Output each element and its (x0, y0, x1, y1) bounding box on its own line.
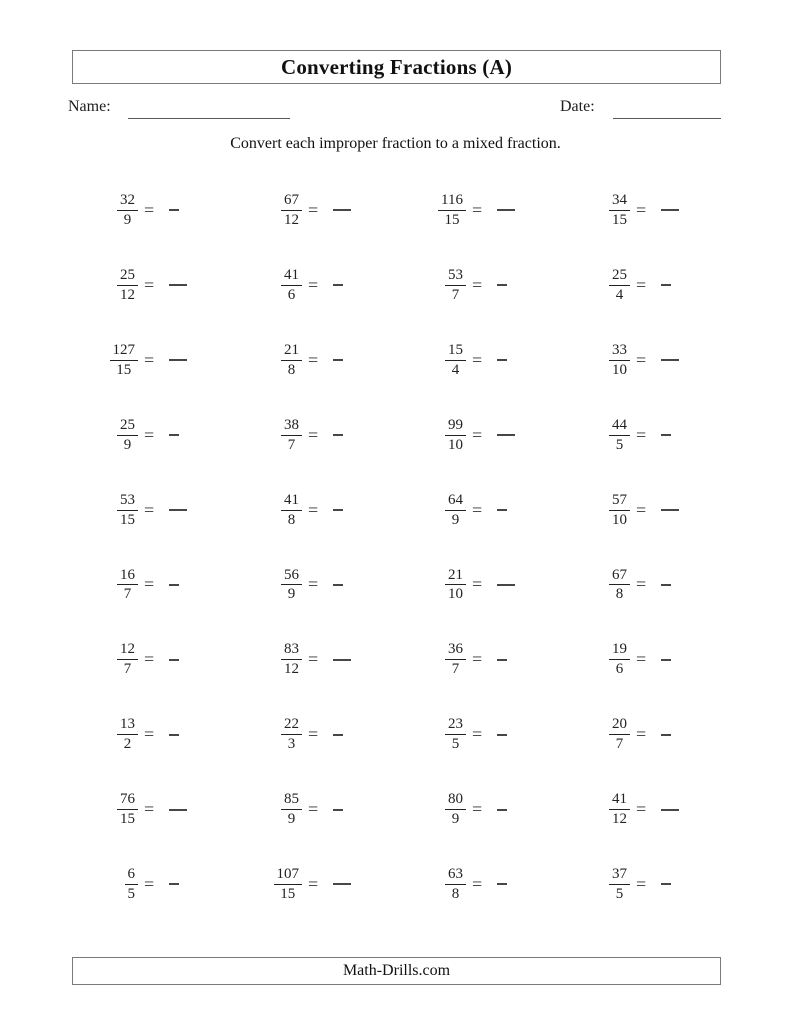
numerator: 57 (609, 492, 630, 511)
denominator: 7 (123, 586, 132, 603)
instruction-text: Convert each improper fraction to a mixed fraction. (230, 135, 561, 152)
equals-sign: = (636, 649, 647, 670)
denominator: 12 (612, 811, 627, 828)
answer-blank (333, 209, 351, 211)
improper-fraction (572, 716, 630, 753)
answer-blank-area (661, 883, 701, 885)
answer-blank-area (497, 659, 537, 661)
equals-sign: = (144, 274, 155, 295)
answer-blank-area (497, 734, 537, 736)
footer-text: Math-Drills.com (342, 962, 451, 979)
problem-cell (408, 622, 572, 697)
answer-blank-area (169, 509, 209, 511)
denominator: 4 (615, 286, 624, 303)
date-label: Date: (560, 98, 595, 115)
equals-sign: = (636, 349, 647, 370)
improper-fraction (408, 492, 466, 529)
numerator: 36 (445, 641, 466, 660)
problem-cell (408, 173, 572, 248)
answer-blank (169, 284, 187, 286)
numerator: 37 (609, 866, 630, 885)
denominator: 15 (612, 211, 627, 228)
name-blank-line (128, 118, 290, 119)
equals-sign: = (144, 724, 155, 745)
answer-blank (661, 509, 679, 511)
problem-cell (572, 473, 736, 548)
denominator: 9 (287, 586, 296, 603)
problem-cell (572, 772, 736, 847)
denominator: 9 (287, 811, 296, 828)
answer-blank-area (169, 359, 209, 361)
improper-fraction (408, 791, 466, 828)
numerator: 99 (445, 417, 466, 436)
denominator: 7 (451, 286, 460, 303)
numerator: 25 (117, 267, 138, 286)
equals-sign: = (472, 873, 483, 894)
denominator: 6 (615, 661, 624, 678)
equals-sign: = (308, 424, 319, 445)
problem-cell (408, 772, 572, 847)
problem-cell (80, 847, 244, 922)
title-box (72, 50, 721, 84)
answer-blank-area (497, 584, 537, 586)
problem-cell (408, 323, 572, 398)
numerator: 41 (281, 492, 302, 511)
denominator: 15 (116, 361, 132, 378)
equals-sign: = (308, 274, 319, 295)
name-label: Name: (68, 98, 111, 115)
equals-sign: = (636, 873, 647, 894)
answer-blank-area (661, 659, 701, 661)
problem-cell (244, 398, 408, 473)
answer-blank-area (497, 209, 537, 211)
problem-cell (408, 697, 572, 772)
answer-blank (661, 209, 679, 211)
improper-fraction (244, 567, 302, 604)
answer-blank (661, 434, 671, 436)
answer-blank (497, 509, 507, 511)
equals-sign: = (144, 799, 155, 820)
answer-blank (497, 659, 507, 661)
problems-grid (80, 173, 736, 922)
date-blank-line (613, 118, 721, 119)
equals-sign: = (308, 649, 319, 670)
problem-cell (80, 248, 244, 323)
problem-cell (244, 622, 408, 697)
answer-blank-area (497, 883, 537, 885)
answer-blank (661, 284, 671, 286)
improper-fraction (244, 417, 302, 454)
answer-blank-area (497, 809, 537, 811)
denominator: 8 (287, 361, 296, 378)
answer-blank-area (497, 359, 537, 361)
improper-fraction (244, 492, 302, 529)
numerator: 21 (445, 567, 466, 586)
problem-cell (80, 547, 244, 622)
denominator: 2 (123, 736, 132, 753)
problem-cell (244, 847, 408, 922)
answer-blank (497, 434, 515, 436)
answer-blank (169, 434, 179, 436)
denominator: 6 (287, 286, 296, 303)
problem-cell (572, 697, 736, 772)
numerator: 25 (609, 267, 630, 286)
answer-blank (333, 584, 343, 586)
numerator: 83 (281, 641, 302, 660)
denominator: 10 (448, 436, 463, 453)
problem-cell (80, 398, 244, 473)
improper-fraction (408, 417, 466, 454)
answer-blank-area (497, 284, 537, 286)
numerator: 64 (445, 492, 466, 511)
answer-blank (661, 359, 679, 361)
numerator: 56 (281, 567, 302, 586)
denominator: 15 (120, 511, 135, 528)
improper-fraction (80, 567, 138, 604)
denominator: 9 (451, 811, 460, 828)
numerator: 34 (609, 192, 630, 211)
problem-cell (572, 622, 736, 697)
equals-sign: = (636, 799, 647, 820)
equals-sign: = (144, 424, 155, 445)
improper-fraction (408, 866, 466, 903)
numerator: 76 (117, 791, 138, 810)
equals-sign: = (144, 649, 155, 670)
improper-fraction (408, 716, 466, 753)
answer-blank (333, 284, 343, 286)
denominator: 8 (451, 885, 460, 902)
answer-blank-area (661, 209, 701, 211)
answer-blank-area (169, 209, 209, 211)
improper-fraction (408, 567, 466, 604)
answer-blank (497, 359, 507, 361)
problem-cell (408, 847, 572, 922)
answer-blank (661, 584, 671, 586)
improper-fraction (572, 192, 630, 229)
equals-sign: = (472, 649, 483, 670)
improper-fraction (572, 567, 630, 604)
numerator: 25 (117, 417, 138, 436)
problem-cell (408, 473, 572, 548)
denominator: 7 (287, 436, 296, 453)
equals-sign: = (308, 199, 319, 220)
equals-sign: = (308, 799, 319, 820)
numerator: 63 (445, 866, 466, 885)
answer-blank-area (333, 883, 373, 885)
improper-fraction (572, 342, 630, 379)
answer-blank-area (661, 584, 701, 586)
answer-blank (497, 584, 515, 586)
answer-blank (497, 209, 515, 211)
answer-blank-area (169, 659, 209, 661)
problem-cell (244, 772, 408, 847)
denominator: 7 (451, 661, 460, 678)
problem-cell (244, 697, 408, 772)
problem-cell (244, 248, 408, 323)
equals-sign: = (308, 349, 319, 370)
answer-blank-area (333, 809, 373, 811)
improper-fraction (244, 641, 302, 678)
answer-blank (333, 434, 343, 436)
answer-blank-area (333, 284, 373, 286)
improper-fraction (244, 342, 302, 379)
numerator: 12 (117, 641, 138, 660)
equals-sign: = (472, 724, 483, 745)
improper-fraction (80, 417, 138, 454)
name-date-row (68, 96, 723, 122)
denominator: 7 (615, 736, 624, 753)
problem-cell (572, 173, 736, 248)
answer-blank-area (661, 359, 701, 361)
equals-sign: = (472, 424, 483, 445)
equals-sign: = (636, 724, 647, 745)
numerator: 41 (609, 791, 630, 810)
improper-fraction (408, 267, 466, 304)
denominator: 8 (287, 511, 296, 528)
denominator: 10 (448, 586, 463, 603)
problem-cell (572, 398, 736, 473)
answer-blank (497, 284, 507, 286)
answer-blank-area (661, 734, 701, 736)
numerator: 44 (609, 417, 630, 436)
equals-sign: = (144, 499, 155, 520)
improper-fraction (572, 791, 630, 828)
denominator: 12 (120, 286, 135, 303)
equals-sign: = (636, 199, 647, 220)
problem-cell (572, 323, 736, 398)
answer-blank-area (333, 734, 373, 736)
answer-blank (333, 509, 343, 511)
denominator: 5 (615, 885, 624, 902)
page-title: Converting Fractions (A) (280, 54, 513, 79)
numerator: 15 (445, 342, 466, 361)
denominator: 5 (127, 885, 135, 902)
answer-blank (333, 359, 343, 361)
denominator: 7 (123, 661, 132, 678)
improper-fraction (572, 267, 630, 304)
equals-sign: = (472, 799, 483, 820)
numerator: 107 (274, 866, 303, 885)
numerator: 21 (281, 342, 302, 361)
answer-blank-area (169, 284, 209, 286)
answer-blank (333, 734, 343, 736)
equals-sign: = (472, 349, 483, 370)
equals-sign: = (636, 424, 647, 445)
equals-sign: = (472, 574, 483, 595)
numerator: 16 (117, 567, 138, 586)
answer-blank (169, 734, 179, 736)
numerator: 85 (281, 791, 302, 810)
equals-sign: = (144, 199, 155, 220)
answer-blank-area (661, 434, 701, 436)
problem-cell (572, 248, 736, 323)
answer-blank-area (169, 809, 209, 811)
problem-cell (80, 473, 244, 548)
numerator: 13 (117, 716, 138, 735)
problem-cell (80, 622, 244, 697)
problem-cell (572, 547, 736, 622)
equals-sign: = (472, 199, 483, 220)
numerator: 67 (281, 192, 302, 211)
numerator: 116 (438, 192, 466, 211)
numerator: 53 (445, 267, 466, 286)
problem-cell (408, 248, 572, 323)
denominator: 9 (451, 511, 460, 528)
denominator: 4 (451, 361, 460, 378)
answer-blank (497, 809, 507, 811)
equals-sign: = (308, 724, 319, 745)
answer-blank (333, 809, 343, 811)
improper-fraction (80, 492, 138, 529)
answer-blank-area (661, 809, 701, 811)
numerator: 53 (117, 492, 138, 511)
answer-blank-area (333, 659, 373, 661)
improper-fraction (80, 866, 138, 903)
improper-fraction (80, 267, 138, 304)
numerator: 23 (445, 716, 466, 735)
numerator: 6 (125, 866, 139, 885)
denominator: 3 (287, 736, 296, 753)
equals-sign: = (636, 574, 647, 595)
problem-cell (244, 173, 408, 248)
denominator: 5 (451, 736, 460, 753)
problem-cell (244, 547, 408, 622)
answer-blank-area (661, 284, 701, 286)
problem-cell (572, 847, 736, 922)
equals-sign: = (144, 349, 155, 370)
denominator: 15 (120, 811, 135, 828)
numerator: 38 (281, 417, 302, 436)
denominator: 5 (615, 436, 624, 453)
answer-blank-area (497, 509, 537, 511)
answer-blank (169, 584, 179, 586)
answer-blank (333, 659, 351, 661)
improper-fraction (244, 791, 302, 828)
answer-blank (169, 883, 179, 885)
problem-cell (408, 398, 572, 473)
answer-blank-area (169, 434, 209, 436)
answer-blank-area (333, 359, 373, 361)
problem-cell (80, 323, 244, 398)
answer-blank-area (333, 209, 373, 211)
equals-sign: = (472, 499, 483, 520)
improper-fraction (572, 492, 630, 529)
denominator: 15 (280, 885, 296, 902)
improper-fraction (408, 342, 466, 379)
problem-cell (244, 473, 408, 548)
answer-blank-area (169, 883, 209, 885)
improper-fraction (408, 641, 466, 678)
equals-sign: = (636, 499, 647, 520)
equals-sign: = (308, 499, 319, 520)
answer-blank-area (169, 734, 209, 736)
equals-sign: = (308, 574, 319, 595)
numerator: 20 (609, 716, 630, 735)
equals-sign: = (472, 274, 483, 295)
answer-blank (169, 809, 187, 811)
answer-blank-area (333, 509, 373, 511)
denominator: 10 (612, 361, 627, 378)
equals-sign: = (144, 873, 155, 894)
numerator: 32 (117, 192, 138, 211)
improper-fraction (80, 791, 138, 828)
equals-sign: = (636, 274, 647, 295)
answer-blank (169, 209, 179, 211)
answer-blank-area (333, 434, 373, 436)
numerator: 33 (609, 342, 630, 361)
answer-blank-area (661, 509, 701, 511)
problem-cell (408, 547, 572, 622)
improper-fraction (244, 192, 302, 229)
answer-blank (661, 659, 671, 661)
denominator: 15 (444, 211, 460, 228)
answer-blank (497, 734, 507, 736)
problem-cell (244, 323, 408, 398)
answer-blank (333, 883, 351, 885)
denominator: 12 (284, 661, 299, 678)
answer-blank (661, 883, 671, 885)
improper-fraction (572, 641, 630, 678)
problem-cell (80, 697, 244, 772)
numerator: 22 (281, 716, 302, 735)
answer-blank-area (497, 434, 537, 436)
improper-fraction (408, 192, 466, 229)
improper-fraction (572, 866, 630, 903)
improper-fraction (80, 192, 138, 229)
problem-cell (80, 772, 244, 847)
denominator: 12 (284, 211, 299, 228)
footer-box (72, 957, 721, 985)
equals-sign: = (308, 873, 319, 894)
improper-fraction (244, 716, 302, 753)
answer-blank-area (333, 584, 373, 586)
denominator: 10 (612, 511, 627, 528)
equals-sign: = (144, 574, 155, 595)
answer-blank (497, 883, 507, 885)
numerator: 127 (110, 342, 139, 361)
answer-blank (169, 509, 187, 511)
numerator: 80 (445, 791, 466, 810)
answer-blank (169, 659, 179, 661)
numerator: 67 (609, 567, 630, 586)
numerator: 19 (609, 641, 630, 660)
answer-blank (661, 734, 671, 736)
problem-cell (80, 173, 244, 248)
answer-blank (661, 809, 679, 811)
improper-fraction (80, 342, 138, 379)
improper-fraction (244, 866, 302, 903)
improper-fraction (572, 417, 630, 454)
denominator: 8 (615, 586, 624, 603)
improper-fraction (80, 716, 138, 753)
answer-blank-area (169, 584, 209, 586)
improper-fraction (80, 641, 138, 678)
answer-blank (169, 359, 187, 361)
denominator: 9 (123, 211, 132, 228)
improper-fraction (244, 267, 302, 304)
numerator: 41 (281, 267, 302, 286)
denominator: 9 (123, 436, 132, 453)
